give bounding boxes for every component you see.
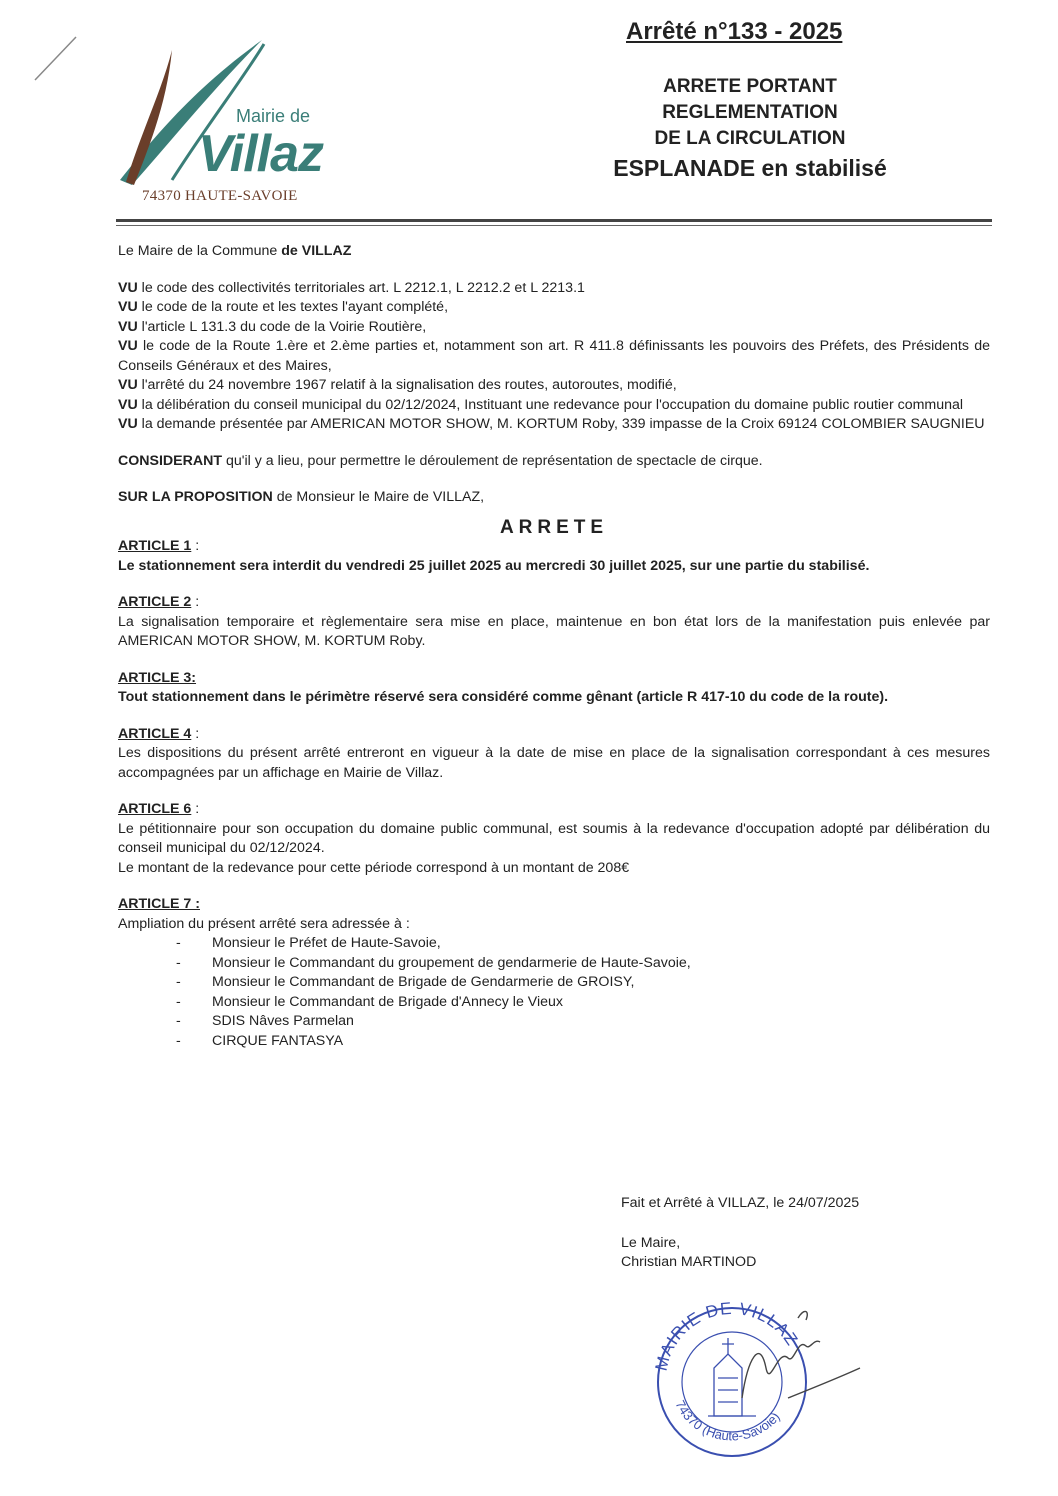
vu-text: le code de la route et les textes l'ayant complété, <box>141 299 449 315</box>
article-2-text: La signalisation temporaire et règlementaire sera mise en place, maintenue en bon état lors de la manifestation puis enlevée par AMERICAN MOTOR SHOW, M. KORTUM Roby. <box>118 613 990 649</box>
signature-block <box>621 1194 859 1273</box>
vu-label: VU <box>118 279 138 296</box>
article-label: ARTICLE 2 <box>118 594 192 610</box>
document-title <box>560 74 940 184</box>
article-2-heading <box>118 593 990 613</box>
logo-subtitle: 74370 HAUTE-SAVOIE <box>142 188 298 204</box>
header-divider-thin <box>116 225 992 226</box>
place-date: Fait et Arrêté à VILLAZ, le 24/07/2025 <box>621 1195 860 1211</box>
vu-item <box>118 337 990 376</box>
vu-item <box>118 376 990 396</box>
vu-text: l'arrêté du 24 novembre 1967 relatif à la signalisation des routes, autoroutes, modifié, <box>141 377 677 393</box>
vu-text: l'article L 131.3 du code de la Voirie Routière, <box>141 318 427 335</box>
list-item: - Monsieur le Commandant du groupement de gendarmerie de Haute-Savoie, <box>176 954 990 974</box>
title-line-2: REGLEMENTATION <box>662 102 838 123</box>
svg-text:MAIRIE DE VILLAZ <box>652 1299 802 1373</box>
article-label-suffix: : <box>191 594 200 610</box>
vu-label: VU <box>118 396 138 413</box>
title-line-1: ARRETE PORTANT <box>663 76 837 97</box>
article-label: ARTICLE 6 <box>118 801 192 817</box>
vu-item <box>118 298 990 318</box>
article-3-heading <box>118 669 990 689</box>
svg-text:74370 (Haute-Savoie) <box>672 1398 782 1444</box>
article-label: ARTICLE 7 : <box>118 896 200 912</box>
article-4-text: Les dispositions du présent arrêté entreront en vigueur à la date de mise en place de la signalisation correspondant à ces mesures accompagnées par un affichage en Mairie de Villaz. <box>118 745 990 781</box>
article-6-amount: Le montant de la redevance pour cette période correspond à un montant de 208€ <box>118 859 630 876</box>
vu-item <box>118 279 990 299</box>
list-item: - Monsieur le Commandant de Brigade de Gendarmerie de GROISY, <box>176 973 990 993</box>
vu-item <box>118 396 990 416</box>
vu-item <box>118 415 990 435</box>
intro-prefix: Le Maire de la Commune <box>118 243 282 259</box>
vu-text: le code des collectivités territoriales art. L 2212.1, L 2212.2 et L 2213.1 <box>141 279 585 296</box>
article-label: ARTICLE 3: <box>118 669 197 686</box>
intro-commune: de VILLAZ <box>281 243 352 259</box>
stamp-emblem-icon <box>708 1338 756 1416</box>
article-7-text: Ampliation du présent arrêté sera adressée à : <box>118 915 410 932</box>
arrete-number: Arrêté n°133 - 2025 <box>626 18 843 45</box>
article-1-heading <box>118 537 990 557</box>
considerant <box>118 452 990 472</box>
logo-mairie-label: Mairie de <box>236 106 311 126</box>
logo-name: Villaz <box>198 125 324 183</box>
vu-label: VU <box>118 299 138 315</box>
vu-item <box>118 318 990 338</box>
article-label-suffix: : <box>191 538 200 554</box>
title-subject: ESPLANADE en stabilisé <box>613 155 887 181</box>
vu-text: la délibération du conseil municipal du 02/12/2024, Instituant une redevance pour l'occupation du domaine public routier communal <box>141 396 964 413</box>
article-1-text: Le stationnement sera interdit du vendredi 25 juillet 2025 au mercredi 30 juillet 2025, sur une partie du stabilisé. <box>118 557 870 574</box>
proposition-label: SUR LA PROPOSITION <box>118 489 273 505</box>
villaz-logo <box>112 30 332 210</box>
arrete-heading: ARRETE <box>499 516 609 538</box>
article-3-text: Tout stationnement dans le périmètre réservé sera considéré comme gênant (article R 417-10 du code de la route). <box>118 689 889 705</box>
vu-text: la demande présentée par AMERICAN MOTOR SHOW, M. KORTUM Roby, 339 impasse de la Croix 69124 COLOMBIER SAUGNIEU <box>141 416 985 432</box>
vu-label: VU <box>118 338 138 354</box>
vu-label: VU <box>118 318 138 335</box>
article-6-heading <box>118 800 990 820</box>
title-line-3: DE LA CIRCULATION <box>654 128 846 149</box>
list-item: - SDIS Nâves Parmelan <box>176 1012 990 1032</box>
list-item: - Monsieur le Préfet de Haute-Savoie, <box>176 934 990 954</box>
recipients-list <box>118 934 990 1051</box>
list-item: - CIRQUE FANTASYA <box>176 1032 990 1052</box>
article-6-text: Le pétitionnaire pour son occupation du domaine public communal, est soumis à la redevance d'occupation adopté par délibération du conseil municipal du 02/12/2024. <box>118 820 990 856</box>
pen-stroke-mark <box>32 34 82 84</box>
proposition <box>118 488 990 508</box>
vu-text: le code de la Route 1.ère et 2.ème parties et, notamment son art. R 411.8 définissants les pouvoirs des Préfets, des Présidents de Conseils Généraux et des Maires, <box>118 338 990 374</box>
considerant-label: CONSIDERANT <box>118 452 223 469</box>
stamp-bottom-text: 74370 (Haute-Savoie) <box>672 1397 783 1444</box>
article-7-heading <box>118 895 990 915</box>
considerant-text: qu'il y a lieu, pour permettre le déroulement de représentation de spectacle de cirque. <box>222 452 763 469</box>
proposition-text: de Monsieur le Maire de VILLAZ, <box>272 489 485 505</box>
article-4-heading <box>118 725 990 745</box>
vu-label: VU <box>118 377 138 393</box>
stamp-top-text: MAIRIE DE VILLAZ <box>651 1298 802 1373</box>
article-label-suffix: : <box>191 801 200 817</box>
signer-name: Christian MARTINOD <box>621 1254 757 1270</box>
list-item: - Monsieur le Commandant de Brigade d'Annecy le Vieux <box>176 993 990 1013</box>
document-body <box>118 242 990 1051</box>
intro-line <box>118 242 990 262</box>
article-label: ARTICLE 1 <box>118 538 192 554</box>
mairie-stamp <box>648 1298 878 1458</box>
signer-role: Le Maire, <box>621 1234 681 1251</box>
article-label-suffix: : <box>191 725 200 742</box>
vu-label: VU <box>118 416 138 432</box>
header-divider-thick <box>116 219 992 222</box>
article-label: ARTICLE 4 <box>118 725 192 742</box>
